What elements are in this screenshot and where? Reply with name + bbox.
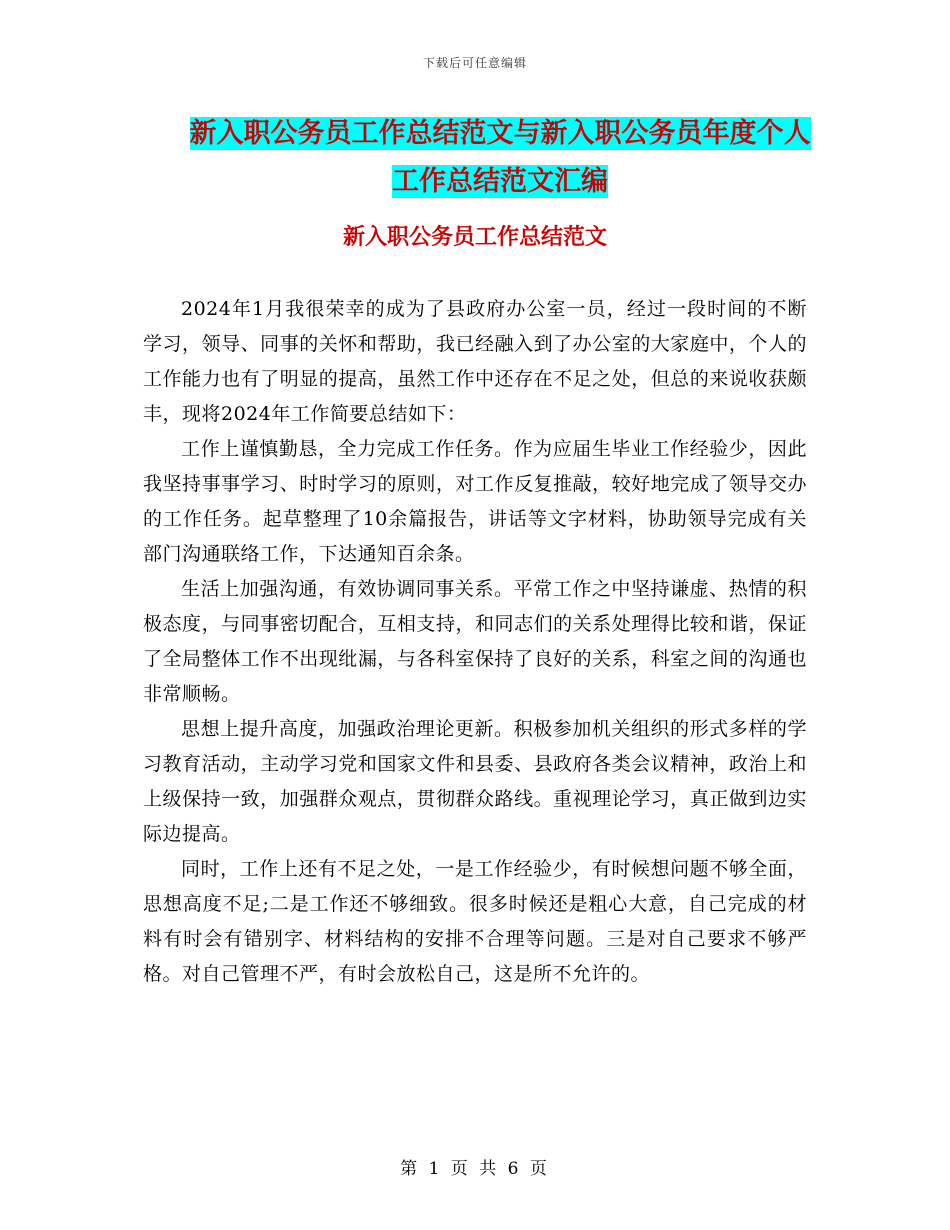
body-paragraph-4: 思想上提升高度，加强政治理论更新。积极参加机关组织的形式多样的学习教育活动，主动学习党和国家文件和县委、县政府各类会议精神，政治上和上级保持一致，加强群众观点，贯彻群众路线。重视理论学习，真正做到边实际边提高。 (143, 718, 807, 845)
body-paragraph-2: 工作上谨慎勤恳，全力完成工作任务。作为应届生毕业工作经验少，因此我坚持事事学习、时时学习的原则，对工作反复推敲，较好地完成了领导交办的工作任务。起草整理了10余篇报告，讲话等文字材料，协助领导完成有关部门沟通联络工作，下达通知百余条。 (143, 438, 807, 565)
document-title-line-1: 新入职公务员工作总结范文与新入职公务员年度个人 (189, 118, 811, 149)
document-title-line-2: 工作总结范文汇编 (392, 166, 608, 197)
body-paragraph-5: 同时，工作上还有不足之处，一是工作经验少，有时候想问题不够全面，思想高度不足;二是工作还不够细致。很多时候还是粗心大意，自己完成的材料有时会有错别字、材料结构的安排不合理等问题。三是对自己要求不够严格。对自己管理不严，有时会放松自己，这是所不允许的。 (143, 858, 807, 985)
document-body (143, 292, 807, 992)
document-title (180, 110, 820, 206)
section-title: 新入职公务员工作总结范文 (342, 225, 607, 250)
page-header-note: 下载后可任意编辑 (422, 56, 527, 70)
body-paragraph-1: 2024年1月我很荣幸的成为了县政府办公室一员，经过一段时间的不断学习，领导、同事的关怀和帮助，我已经融入到了办公室的大家庭中，个人的工作能力也有了明显的提高，虽然工作中还存在不足之处，但总的来说收获颇丰，现将2024年工作简要总结如下： (143, 298, 807, 425)
body-paragraph-3: 生活上加强沟通，有效协调同事关系。平常工作之中坚持谦虚、热情的积极态度，与同事密切配合，互相支持，和同志们的关系处理得比较和谐，保证了全局整体工作不出现纰漏，与各科室保持了良好的关系，科室之间的沟通也非常顺畅。 (143, 578, 807, 705)
page-number-footer: 第 1 页 共 6 页 (400, 1159, 550, 1179)
